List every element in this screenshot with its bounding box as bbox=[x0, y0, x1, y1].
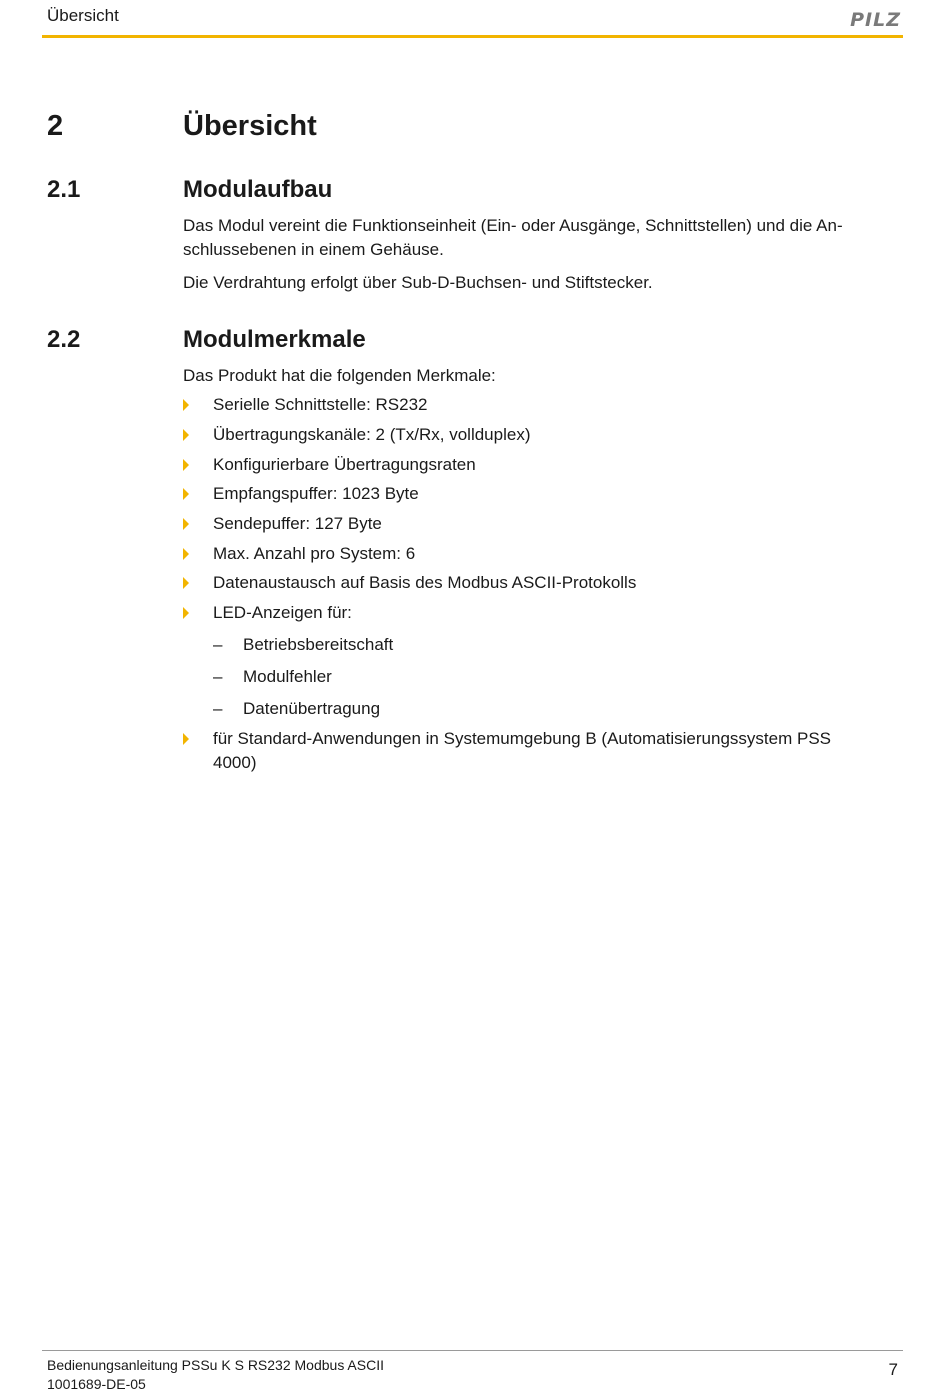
feature-text: Sendepuffer: 127 Byte bbox=[213, 514, 382, 533]
triangle-bullet-icon bbox=[183, 459, 189, 471]
pilz-logo: PILZ bbox=[850, 9, 901, 31]
triangle-bullet-icon bbox=[183, 488, 189, 500]
dash-bullet: – bbox=[213, 667, 223, 686]
triangle-bullet-icon bbox=[183, 429, 189, 441]
section-2-1-paragraph-2: Die Verdrahtung erfolgt über Sub-D-Buchsen- und Stiftstecker. bbox=[183, 273, 653, 292]
feature-text: Serielle Schnittstelle: RS232 bbox=[213, 395, 428, 414]
footer-doc-title: Bedienungsanleitung PSSu K S RS232 Modbus ASCII bbox=[47, 1357, 384, 1373]
footer-doc-info bbox=[47, 1356, 384, 1394]
feature-text: Übertragungskanäle: 2 (Tx/Rx, vollduplex) bbox=[213, 425, 531, 444]
footer-doc-number: 1001689-DE-05 bbox=[47, 1376, 146, 1392]
page-number: 7 bbox=[888, 1360, 898, 1379]
feature-text: Empfangspuffer: 1023 Byte bbox=[213, 484, 419, 503]
triangle-bullet-icon bbox=[183, 607, 189, 619]
section-2-2-number: 2.2 bbox=[47, 326, 81, 353]
section-2-1-number: 2.1 bbox=[47, 176, 81, 203]
feature-text: Datenaustausch auf Basis des Modbus ASCII-Protokolls bbox=[213, 573, 637, 592]
section-2-1-title: Modulaufbau bbox=[183, 176, 333, 203]
section-2-1-paragraph-1: Das Modul vereint die Funktionseinheit (Ein- oder Ausgänge, Schnittstellen) und die An-schlussebenen in einem Gehäuse. bbox=[183, 216, 843, 259]
triangle-bullet-icon bbox=[183, 548, 189, 560]
feature-text: Max. Anzahl pro System: 6 bbox=[213, 544, 416, 563]
led-item-text: Modulfehler bbox=[243, 667, 332, 686]
running-header-title: Übersicht bbox=[47, 6, 119, 25]
led-item-text: Datenübertragung bbox=[243, 699, 381, 718]
triangle-bullet-icon bbox=[183, 399, 189, 411]
dash-bullet: – bbox=[213, 699, 223, 718]
header-divider bbox=[42, 35, 903, 38]
chapter-number: 2 bbox=[47, 110, 64, 142]
section-2-2-intro: Das Produkt hat die folgenden Merkmale: bbox=[183, 366, 496, 385]
chapter-title: Übersicht bbox=[183, 110, 317, 142]
triangle-bullet-icon bbox=[183, 577, 189, 589]
section-2-2-title: Modulmerkmale bbox=[183, 326, 366, 353]
footer-divider bbox=[42, 1350, 903, 1351]
dash-bullet: – bbox=[213, 635, 223, 654]
triangle-bullet-icon bbox=[183, 518, 189, 530]
led-item-text: Betriebsbereitschaft bbox=[243, 635, 394, 654]
feature-text: Konfigurierbare Übertragungsraten bbox=[213, 455, 476, 474]
triangle-bullet-icon bbox=[183, 733, 189, 745]
feature-text: LED-Anzeigen für: bbox=[213, 603, 352, 622]
feature-text: für Standard-Anwendungen in Systemumgebung B (Automatisierungssystem PSS 4000) bbox=[213, 729, 831, 772]
